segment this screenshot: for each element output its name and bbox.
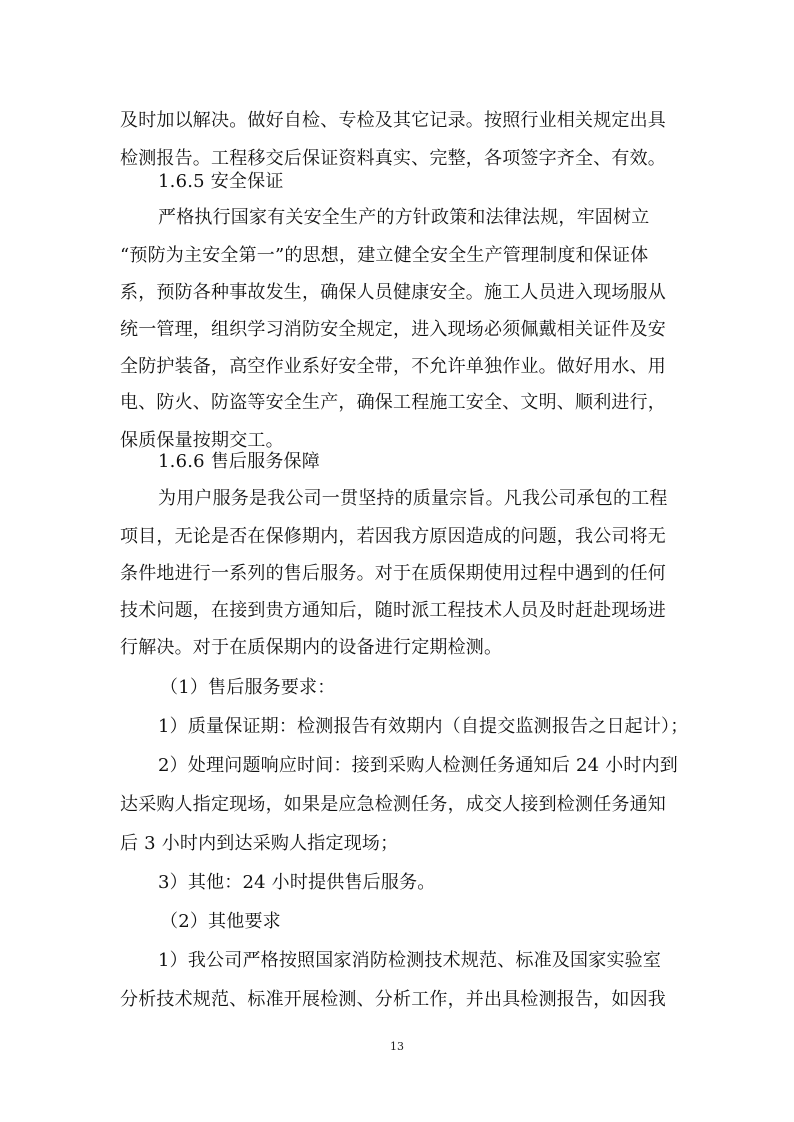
text-line-8: 全防护装备，高空作业系好安全带，不允许单独作业。做好用水、用 [120, 356, 666, 377]
text-line-25: 分析技术规范、标准开展检测、分析工作，并出具检测报告，如因我 [120, 989, 666, 1010]
page-number: 13 [390, 1040, 404, 1053]
text-line-6: 系，预防各种事故发生，确保人员健康安全。施工人员进入现场服从 [120, 282, 666, 303]
text-line-5: “预防为主安全第一”的思想，建立健全安全生产管理制度和保证体 [120, 245, 649, 266]
text-line-19: 2）处理问题响应时间：接到采购人检测任务通知后 24 小时内到 [158, 755, 678, 776]
text-line-7: 统一管理，组织学习消防安全规定，进入现场必须佩戴相关证件及安 [120, 319, 666, 340]
text-line-15: 技术问题，在接到贵方通知后，随时派工程技术人员及时赶赴现场进 [120, 600, 666, 621]
text-line-18: 1）质量保证期：检测报告有效期内（自提交监测报告之日起计）； [158, 716, 689, 737]
text-line-9: 电、防火、防盗等安全生产，确保工程施工安全、文明、顺利进行， [120, 392, 666, 413]
text-line-20: 达采购人指定现场，如果是应急检测任务，成交人接到检测任务通知 [120, 794, 666, 815]
text-line-12: 为用户服务是我公司一贯坚持的质量宗旨。凡我公司承包的工程 [158, 488, 668, 509]
text-line-10: 保质保量按期交工。 [120, 430, 284, 451]
text-line-14: 条件地进行一系列的售后服务。对于在质保期使用过程中遇到的任何 [120, 563, 666, 584]
section-heading-1-6-5: 1.6.5 安全保证 [158, 171, 284, 192]
text-line-13: 项目，无论是否在保修期内，若因我方原因造成的问题，我公司将无 [120, 526, 666, 547]
text-line-4: 严格执行国家有关安全生产的方针政策和法律法规，牢固树立 [158, 207, 650, 228]
subheading-other-requirements: （2）其他要求 [160, 911, 281, 932]
text-line-21: 后 3 小时内到达采购人指定现场； [120, 833, 399, 854]
subheading-after-sales-requirements: （1）售后服务要求： [160, 677, 336, 698]
text-line-2: 检测报告。工程移交后保证资料真实、完整，各项签字齐全、有效。 [120, 148, 666, 169]
text-line-16: 行解决。对于在质保期内的设备进行定期检测。 [120, 637, 503, 658]
section-heading-1-6-6: 1.6.6 售后服务保障 [158, 451, 320, 472]
text-line-22: 3）其他：24 小时提供售后服务。 [158, 872, 436, 893]
text-line-24: 1）我公司严格按照国家消防检测技术规范、标准及国家实验室 [158, 950, 662, 971]
text-line-1: 及时加以解决。做好自检、专检及其它记录。按照行业相关规定出具 [120, 110, 666, 131]
